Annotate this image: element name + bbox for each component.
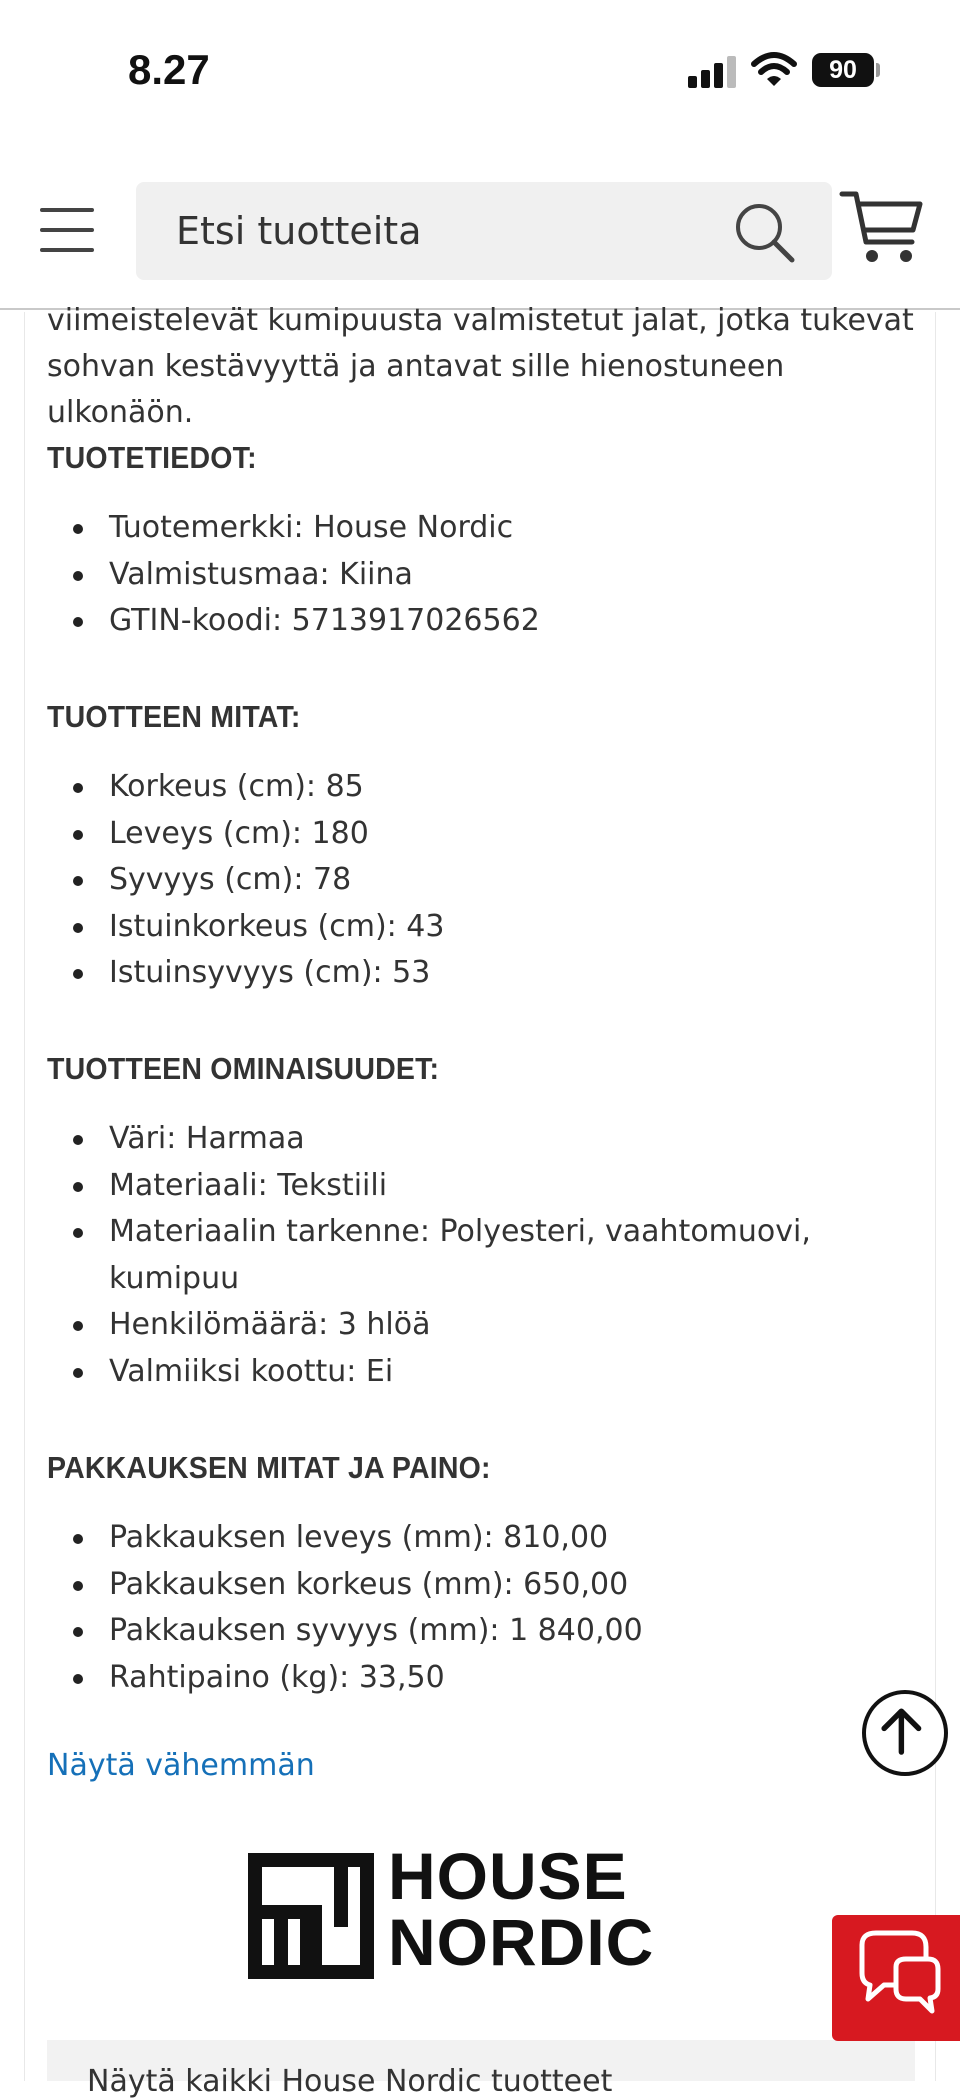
chat-icon <box>832 1915 960 2041</box>
brand-products-link-label: Näytä kaikki House Nordic tuotteet <box>87 2064 613 2099</box>
package-list <box>47 1515 907 1701</box>
section-heading-package: PAKKAUKSEN MITAT JA PAINO: <box>47 1450 491 1485</box>
list-item: Pakkauksen leveys (mm): 810,00 <box>47 1515 907 1562</box>
house-nordic-logo-mark <box>248 1853 374 1979</box>
chat-button[interactable] <box>832 1915 960 2041</box>
list-item: Pakkauksen korkeus (mm): 650,00 <box>47 1562 907 1609</box>
battery-indicator: 90 <box>812 53 874 87</box>
search-icon[interactable] <box>732 200 796 264</box>
section-heading-product-info: TUOTETIEDOT: <box>47 440 257 475</box>
list-item: Syvyys (cm): 78 <box>47 857 907 904</box>
list-item: Väri: Harmaa <box>47 1116 907 1163</box>
cellular-signal-icon <box>688 56 738 88</box>
brand-logo[interactable] <box>248 1839 738 1979</box>
description-intro: viimeistelevät kumipuusta valmistetut jalat, jotka tukevat sohvan kestävyyttä ja antavat sille hienostuneen ulkonäön. <box>47 303 914 430</box>
cart-icon[interactable] <box>840 186 924 270</box>
status-bar <box>0 0 960 150</box>
list-item: Valmistusmaa: Kiina <box>47 552 907 599</box>
list-item: Leveys (cm): 180 <box>47 811 907 858</box>
dimensions-list <box>47 764 907 997</box>
search-bar[interactable] <box>136 182 832 280</box>
logo-line-2: NORDIC <box>388 1905 655 1979</box>
product-description-panel <box>24 303 936 2099</box>
brand-products-link[interactable] <box>47 2040 915 2099</box>
list-item: Materiaali: Tekstiili <box>47 1163 907 1210</box>
site-header <box>0 150 960 310</box>
wifi-icon <box>752 52 796 88</box>
product-info-list <box>47 505 907 645</box>
list-item: Valmiiksi koottu: Ei <box>47 1349 907 1396</box>
section-heading-features: TUOTTEEN OMINAISUUDET: <box>47 1051 440 1086</box>
features-list <box>47 1116 907 1395</box>
list-item: Materiaalin tarkenne: Polyesteri, vaahtomuovi, kumipuu <box>47 1209 907 1302</box>
search-input[interactable] <box>176 182 736 280</box>
logo-line-1: HOUSE <box>388 1839 628 1913</box>
list-item: Korkeus (cm): 85 <box>47 764 907 811</box>
status-time: 8.27 <box>128 46 210 93</box>
list-item: Istuinsyvyys (cm): 53 <box>47 950 907 997</box>
menu-icon[interactable] <box>40 208 94 252</box>
list-item: GTIN-koodi: 5713917026562 <box>47 598 907 645</box>
list-item: Pakkauksen syvyys (mm): 1 840,00 <box>47 1608 907 1655</box>
battery-cap <box>876 63 880 77</box>
list-item: Henkilömäärä: 3 hlöä <box>47 1302 907 1349</box>
list-item: Rahtipaino (kg): 33,50 <box>47 1655 907 1702</box>
scroll-to-top-button[interactable] <box>862 1690 948 1776</box>
section-heading-dimensions: TUOTTEEN MITAT: <box>47 699 301 734</box>
logo-wordmark <box>388 1839 655 1979</box>
list-item: Tuotemerkki: House Nordic <box>47 505 907 552</box>
list-item: Istuinkorkeus (cm): 43 <box>47 904 907 951</box>
show-less-link[interactable]: Näytä vähemmän <box>47 1748 315 1783</box>
